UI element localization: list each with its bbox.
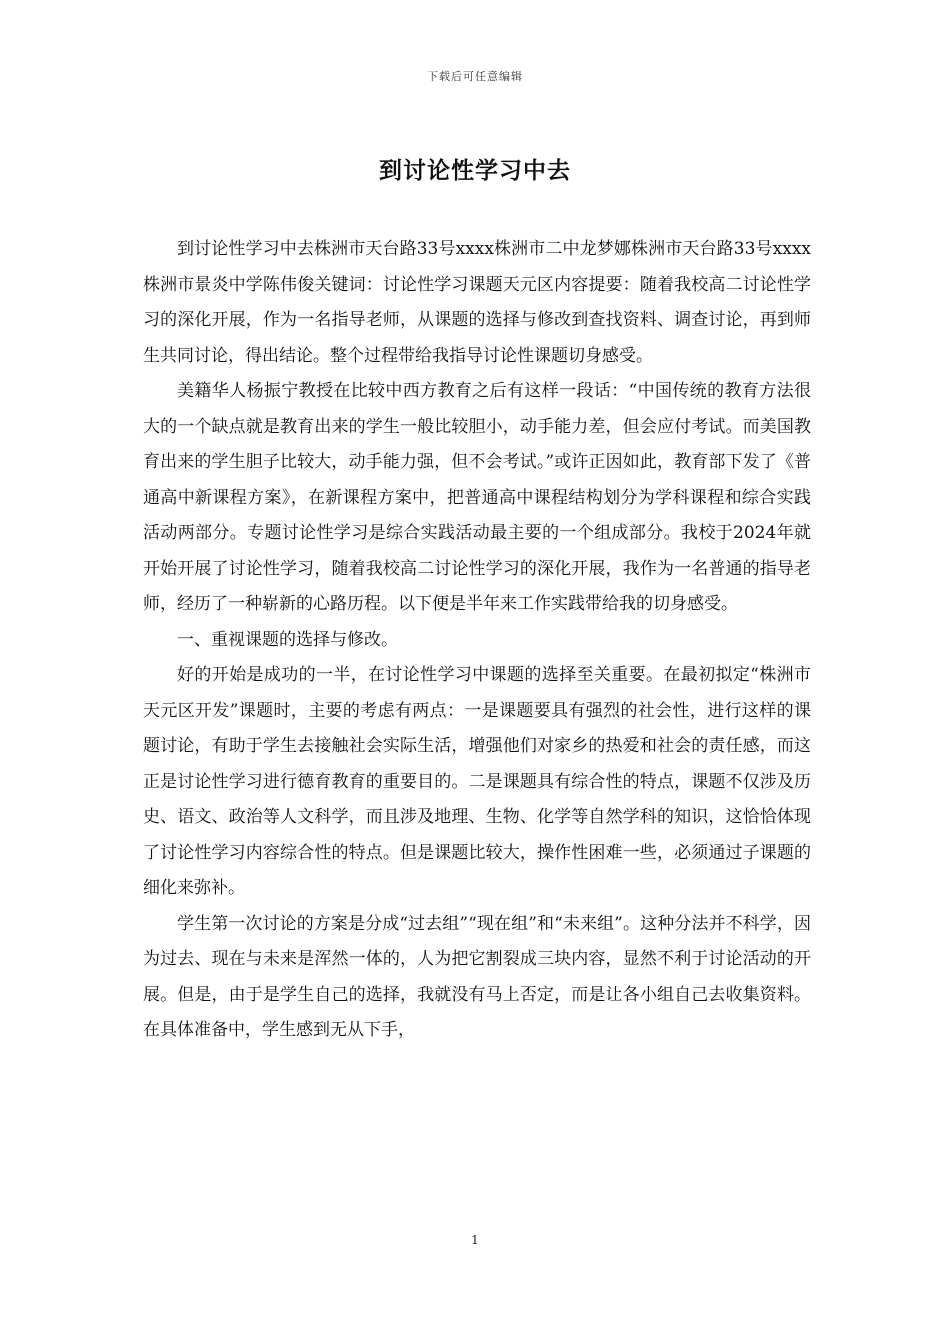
document-title: 到讨论性学习中去 — [379, 158, 571, 184]
paragraph-topic-selection: 好的开始是成功的一半，在讨论性学习中课题的选择至关重要。在最初拟定“株洲市天元区开发”课题时，主要的考虑有两点：一是课题要具有强烈的社会性，进行这样的课题讨论，有助于学生去接触社会实际生活，增强他们对家乡的热爱和社会的责任感，而这正是讨论性学习进行德育教育的重要目的。二是课题具有综合性的特点，课题不仅涉及历史、语文、政治等人文科学，而且涉及地理、生物、化学等自然学科的知识，这恰恰体现了讨论性学习内容综合性的特点。但是课题比较大，操作性困难一些，必须通过子课题的细化来弥补。 — [143, 665, 811, 898]
paragraph-first-plan: 学生第一次讨论的方案是分成“过去组”“现在组”和“未来组”。这种分法并不科学，因为过去、现在与未来是浑然一体的，人为把它割裂成三块内容，显然不利于讨论活动的开展。但是，由于是学生自己的选择，我就没有马上否定，而是让各小组自己去收集资料。在具体准备中，学生感到无从下手， — [143, 913, 811, 1040]
page-number: 1 — [471, 1233, 479, 1247]
document-body — [143, 232, 811, 1049]
header-note: 下载后可任意编辑 — [427, 70, 523, 83]
paragraph-yang-quote: 美籍华人杨振宁教授在比较中西方教育之后有这样一段话：“中国传统的教育方法很大的一个缺点就是教育出来的学生一般比较胆小，动手能力差，但会应付考试。而美国教育出来的学生胆子比较大，动手能力强，但不会考试。”或许正因如此，教育部下发了《普通高中新课程方案》，在新课程方案中，把普通高中课程结构划分为学科课程和综合实践活动两部分。专题讨论性学习是综合实践活动最主要的一个组成部分。我校于2024年就开始开展了讨论性学习，随着我校高二讨论性学习的深化开展，我作为一名普通的指导老师，经历了一种崭新的心路历程。以下便是半年来工作实践带给我的切身感受。 — [143, 381, 811, 614]
section-heading-1: 一、重视课题的选择与修改。 — [177, 629, 398, 650]
paragraph-intro: 到讨论性学习中去株洲市天台路33号xxxx株洲市二中龙梦娜株洲市天台路33号xxxx株洲市景炎中学陈伟俊关键词：讨论性学习课题天元区内容提要：随着我校高二讨论性学习的深化开展，作为一名指导老师，从课题的选择与修改到查找资料、调查讨论，再到师生共同讨论，得出结论。整个过程带给我指导讨论性课题切身感受。 — [143, 239, 811, 366]
